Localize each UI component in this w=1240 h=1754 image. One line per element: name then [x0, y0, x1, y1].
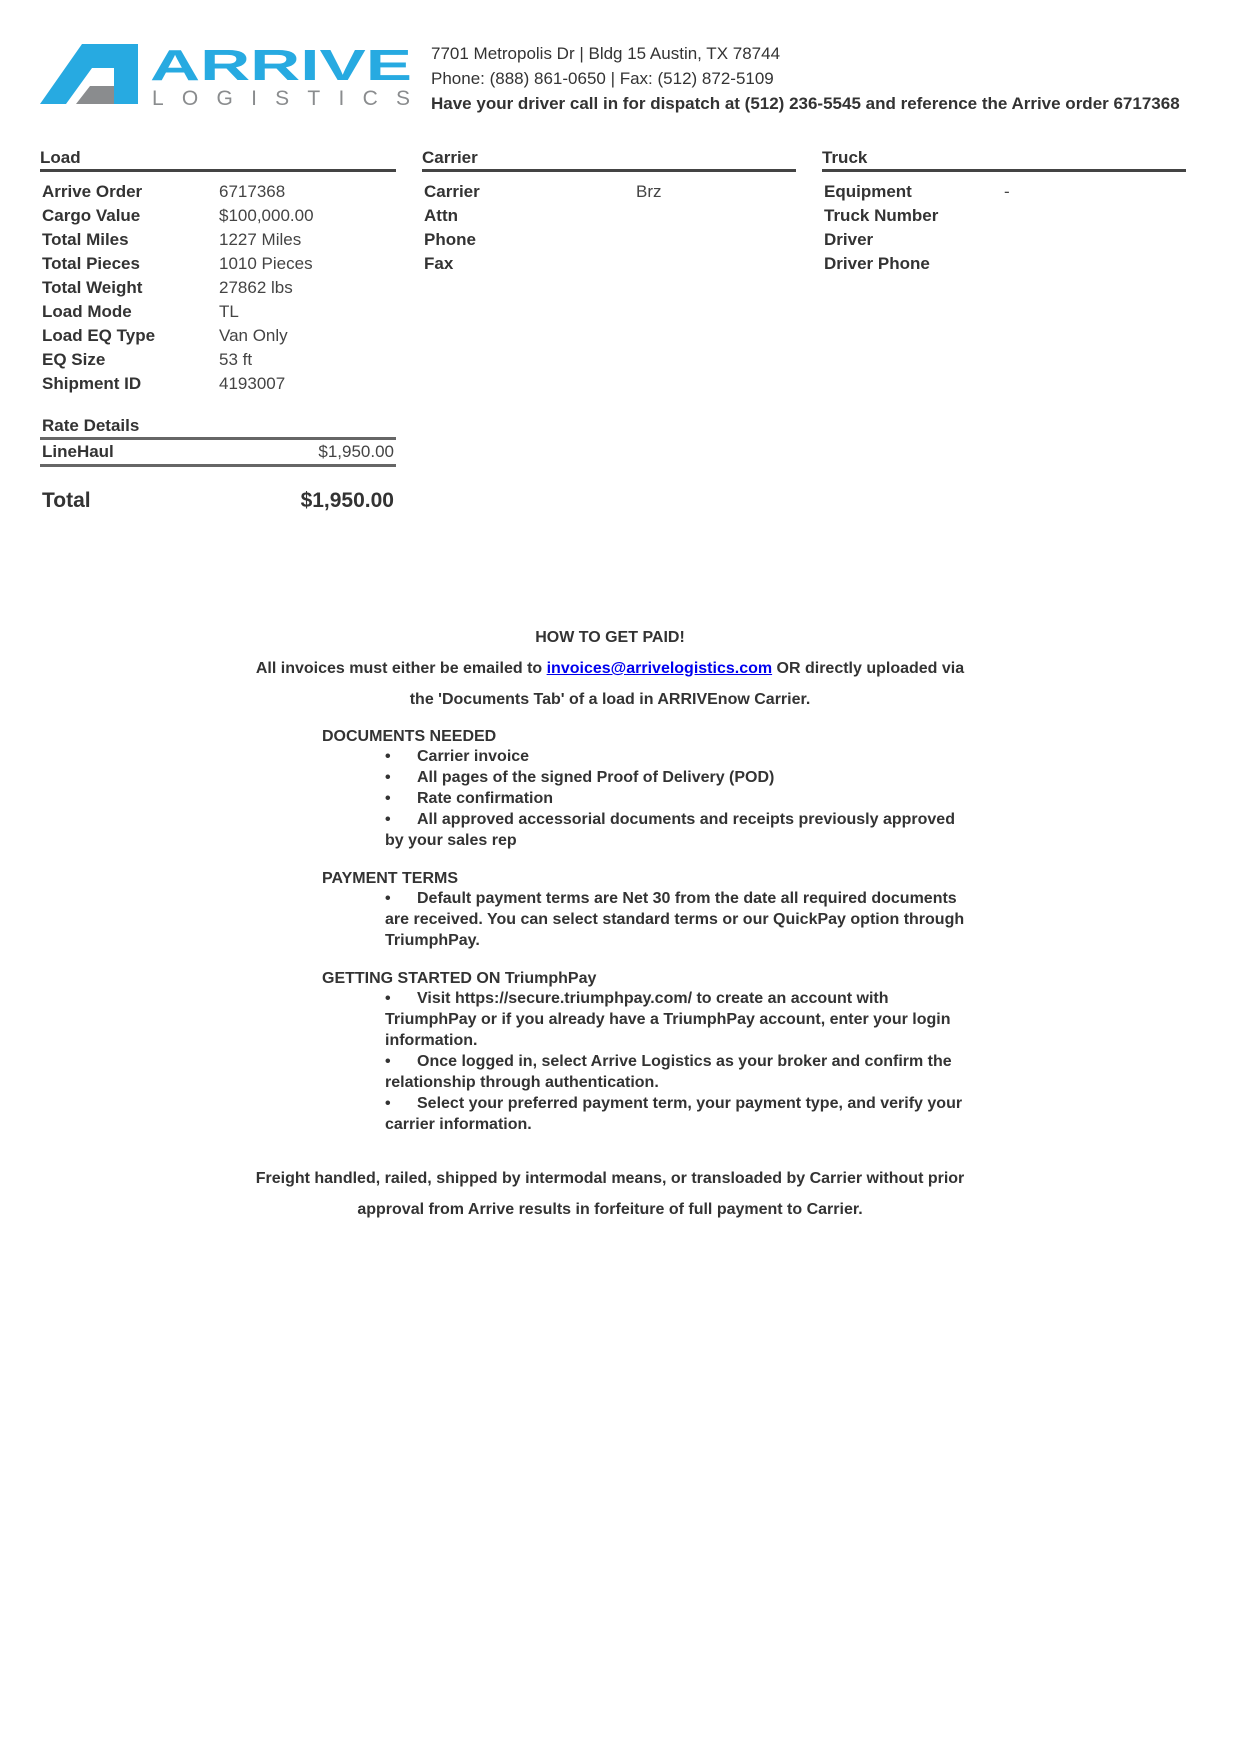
load-row — [40, 204, 396, 228]
total-label: Total — [42, 489, 91, 512]
load-label: Load EQ Type — [42, 326, 156, 345]
rate-row-linehaul — [40, 440, 396, 467]
load-label: Total Weight — [42, 278, 143, 297]
payment-list — [385, 888, 972, 951]
truck-row — [822, 252, 1186, 276]
forfeiture-notice — [200, 1163, 1020, 1225]
header-address: 7701 Metropolis Dr | Bldg 15 Austin, TX 78744 — [431, 44, 781, 63]
triumphpay-list — [385, 988, 972, 1135]
load-value: 27862 lbs — [219, 278, 293, 297]
load-row — [40, 276, 396, 300]
carrier-row — [422, 204, 796, 228]
carrier-row — [422, 252, 796, 276]
logo-sub: LOGISTICS — [152, 87, 410, 110]
load-row — [40, 372, 396, 396]
bullet-icon: • — [385, 1053, 391, 1070]
carrier-rows — [422, 180, 796, 276]
documents-list — [385, 746, 972, 851]
paid-line1-post: OR directly uploaded via — [772, 660, 965, 677]
rate-details-section — [40, 416, 396, 516]
load-value: Van Only — [219, 326, 288, 345]
load-value: TL — [219, 302, 239, 321]
bullet-icon: • — [385, 890, 391, 907]
rate-value: $1,950.00 — [318, 442, 394, 461]
load-label: Cargo Value — [42, 206, 141, 225]
truck-row — [822, 204, 1186, 228]
load-rows — [40, 180, 396, 396]
load-row — [40, 300, 396, 324]
documents-needed-section — [322, 728, 972, 851]
carrier-label: Phone — [424, 230, 476, 249]
total-row — [40, 486, 396, 516]
carrier-value: Brz — [636, 182, 662, 201]
list-item: • Once logged in, select Arrive Logistics as your broker and confirm the relationship through authentication. — [385, 1053, 952, 1091]
list-item: • Select your preferred payment term, your payment type, and verify your carrier information. — [385, 1095, 963, 1133]
truck-label: Equipment — [824, 182, 912, 201]
logo-mark-gray — [76, 86, 114, 104]
bullet-icon: • — [385, 1095, 391, 1112]
payment-title: PAYMENT TERMS — [322, 870, 459, 887]
paid-line1 — [200, 653, 1020, 684]
load-value: $100,000.00 — [219, 206, 314, 225]
bullet-icon: • — [385, 811, 391, 828]
load-value: 4193007 — [219, 374, 286, 393]
truck-rows — [822, 180, 1186, 276]
list-item: • Rate confirmation — [385, 790, 554, 807]
load-label: EQ Size — [42, 350, 106, 369]
list-item: • All pages of the signed Proof of Delivery (POD) — [385, 769, 775, 786]
load-label: Total Pieces — [42, 254, 140, 273]
triumphpay-title: GETTING STARTED ON TriumphPay — [322, 970, 597, 987]
how-to-get-paid — [200, 622, 1020, 715]
carrier-label: Fax — [424, 254, 454, 273]
footer-line2: approval from Arrive results in forfeiture of full payment to Carrier. — [357, 1201, 863, 1218]
truck-label: Driver — [824, 230, 874, 249]
truck-row — [822, 180, 1186, 204]
bullet-icon: • — [385, 748, 391, 765]
load-label: Load Mode — [42, 302, 132, 321]
paid-line2: the 'Documents Tab' of a load in ARRIVEnow Carrier. — [409, 691, 811, 708]
total-value: $1,950.00 — [300, 489, 394, 512]
paid-line1-pre: All invoices must either be emailed to — [255, 660, 547, 677]
paid-heading: HOW TO GET PAID! — [535, 629, 685, 646]
bullet-icon: • — [385, 769, 391, 786]
carrier-row — [422, 228, 796, 252]
bullet-icon: • — [385, 790, 391, 807]
header-phone-fax: Phone: (888) 861-0650 | Fax: (512) 872-5109 — [431, 69, 774, 88]
triumphpay-section — [322, 970, 972, 1135]
truck-row — [822, 228, 1186, 252]
load-value: 6717368 — [219, 182, 286, 201]
footer-line1: Freight handled, railed, shipped by intermodal means, or transloaded by Carrier without prior — [255, 1170, 965, 1187]
list-item: • Carrier invoice — [385, 748, 530, 765]
load-value: 1227 Miles — [219, 230, 302, 249]
load-value: 53 ft — [219, 350, 253, 369]
load-title: Load — [40, 148, 396, 172]
load-value: 1010 Pieces — [219, 254, 313, 273]
rate-details-title: Rate Details — [40, 416, 396, 440]
logo-word: ARRIVE — [150, 44, 412, 90]
carrier-row — [422, 180, 796, 204]
load-row — [40, 324, 396, 348]
bullet-icon: • — [385, 990, 391, 1007]
header-contact — [431, 41, 1211, 116]
load-label: Shipment ID — [42, 374, 142, 393]
truck-label: Driver Phone — [824, 254, 930, 273]
load-section — [40, 148, 396, 396]
documents-title: DOCUMENTS NEEDED — [322, 728, 497, 745]
truck-value: - — [1004, 182, 1010, 201]
rate-label: LineHaul — [42, 442, 114, 461]
invoices-email-link[interactable]: invoices@arrivelogistics.com — [546, 660, 773, 677]
truck-section — [822, 148, 1186, 276]
truck-title: Truck — [822, 148, 1186, 172]
load-row — [40, 252, 396, 276]
load-row — [40, 180, 396, 204]
load-label: Total Miles — [42, 230, 129, 249]
load-label: Arrive Order — [42, 182, 143, 201]
list-item: • Default payment terms are Net 30 from the date all required documents are received. You can select standard terms or our QuickPay option through TriumphPay. — [385, 890, 965, 949]
list-item: • Visit https://secure.triumphpay.com/ to create an account with TriumphPay or if you already have a TriumphPay account, enter your login information. — [385, 990, 951, 1049]
load-row — [40, 228, 396, 252]
carrier-label: Carrier — [424, 182, 480, 201]
list-item: • All approved accessorial documents and receipts previously approved by your sales rep — [385, 811, 955, 849]
load-row — [40, 348, 396, 372]
carrier-label: Attn — [424, 206, 458, 225]
payment-terms-section — [322, 870, 972, 951]
carrier-section — [422, 148, 796, 276]
truck-label: Truck Number — [824, 206, 939, 225]
arrive-logistics-logo — [40, 44, 412, 110]
carrier-title: Carrier — [422, 148, 796, 172]
header-dispatch: Have your driver call in for dispatch at (512) 236-5545 and reference the Arrive order 6717368 — [431, 94, 1180, 113]
